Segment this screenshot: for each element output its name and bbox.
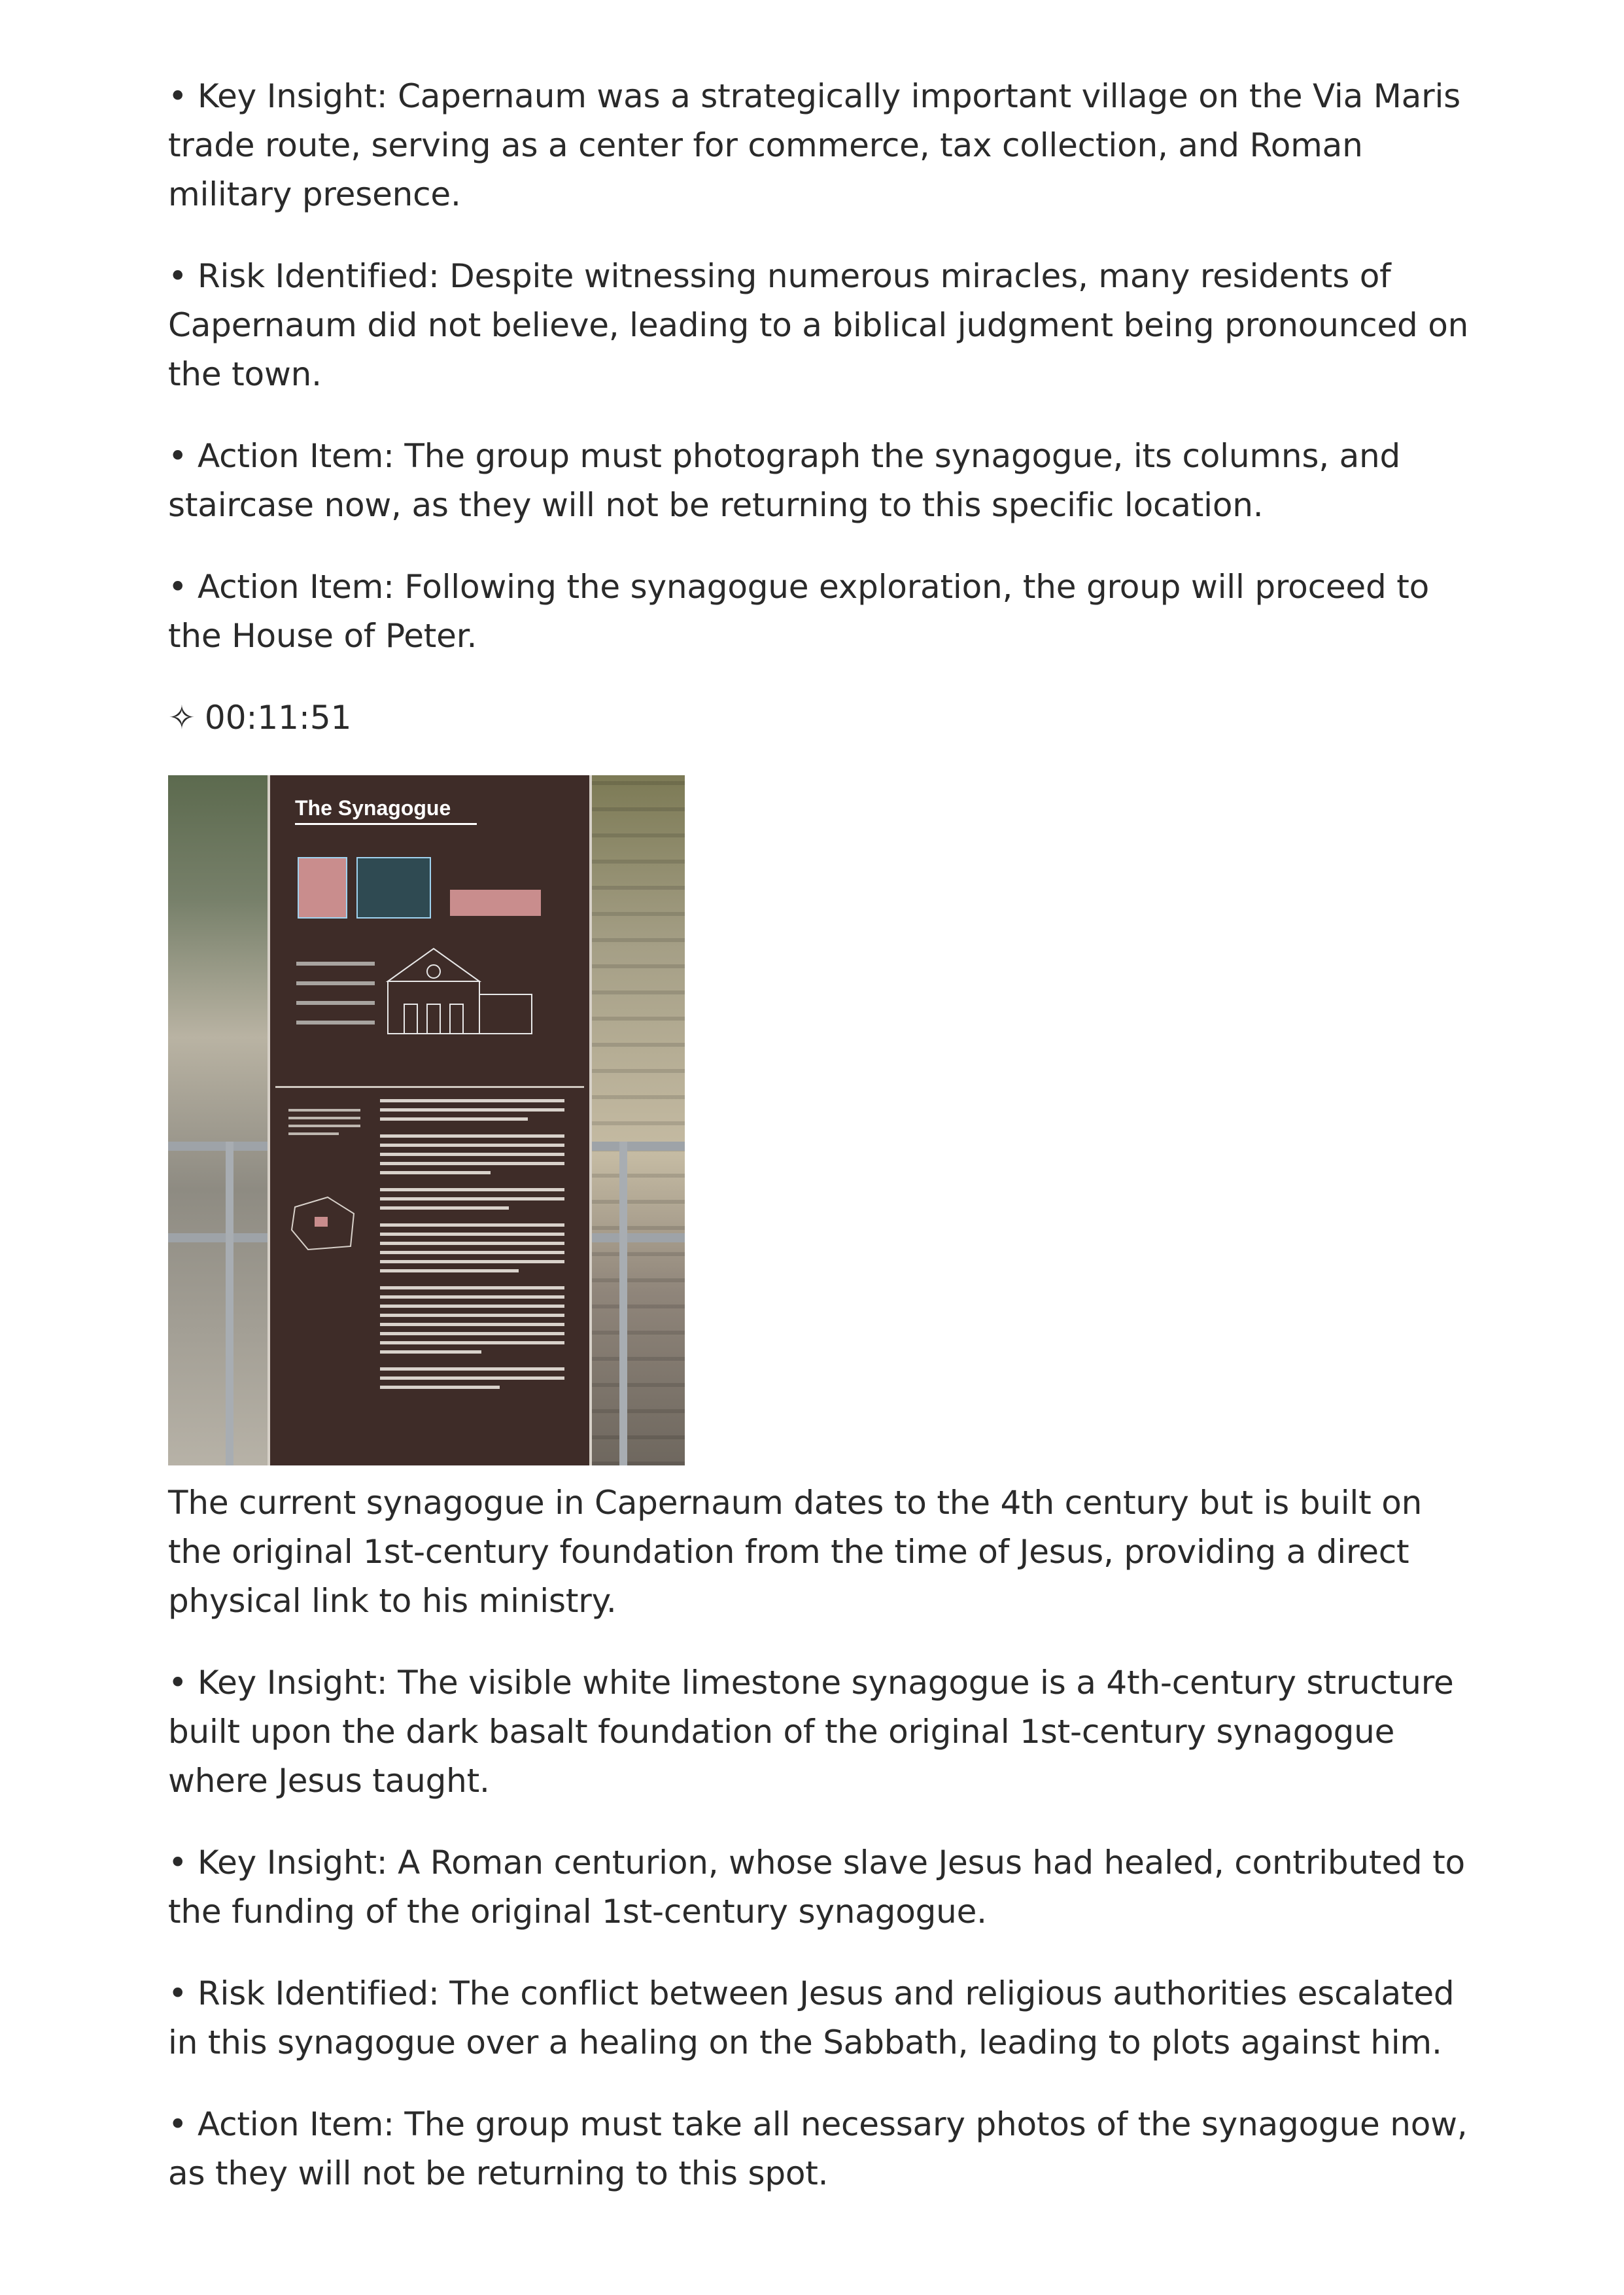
bullet-key-insight: • Key Insight: A Roman centurion, whose slave Jesus had healed, contributed to the funding of the original 1st-century synagogue. xyxy=(168,1844,1465,1931)
sign-legend-line xyxy=(296,981,375,985)
sign-divider xyxy=(275,1086,584,1088)
railing-post xyxy=(619,1142,627,1465)
sign-body-text xyxy=(380,1099,564,1395)
bullet-risk-identified: • Risk Identified: Despite witnessing numerous miracles, many residents of Capernaum did not believe, leading to a biblical judgment being pronounced on the town. xyxy=(168,257,1469,393)
bullet-action-item: • Action Item: The group must photograph the synagogue, its columns, and staircase now, as they will not be returning to this specific location. xyxy=(168,437,1401,524)
section-summary: The current synagogue in Capernaum dates to the 4th century but is built on the original 1st-century foundation from the time of Jesus, providing a direct physical link to his ministry. xyxy=(168,1484,1423,1620)
bullet-risk-identified: • Risk Identified: The conflict between Jesus and religious authorities escalated in this synagogue over a healing on the Sabbath, leading to plots against him. xyxy=(168,1974,1455,2061)
timestamp[interactable] xyxy=(168,693,1476,743)
sparkle-icon: ✧ xyxy=(168,699,196,737)
sign-plan-diagram xyxy=(450,890,541,916)
bullet-key-insight: • Key Insight: The visible white limestone synagogue is a 4th-century structure built upon the dark basalt foundation of the original 1st-century synagogue where Jesus taught. xyxy=(168,1664,1454,1800)
sign-title: The Synagogue xyxy=(295,796,477,825)
information-sign xyxy=(268,775,592,1465)
railing-post xyxy=(226,1142,233,1465)
sign-plan-diagram xyxy=(356,857,431,919)
bullet-key-insight: • Key Insight: Capernaum was a strategically important village on the Via Maris trade route, serving as a center for commerce, tax collection, and Roman military presence. xyxy=(168,77,1461,213)
bullet-action-item: • Action Item: The group must take all necessary photos of the synagogue now, as they will not be returning to this spot. xyxy=(168,2105,1468,2192)
notes-content xyxy=(168,72,1476,2231)
sign-legend-line xyxy=(296,962,375,966)
sign-legend-line xyxy=(296,1001,375,1005)
synagogue-sign-photo xyxy=(168,775,685,1465)
sign-legend-line xyxy=(296,1021,375,1025)
timestamp-time: 00:11:51 xyxy=(204,699,352,737)
sign-plan-diagram xyxy=(298,857,347,919)
synagogue-elevation-drawing xyxy=(375,942,538,1040)
sign-quote-block xyxy=(288,1109,360,1140)
sign-site-map xyxy=(288,1194,360,1253)
bullet-action-item: • Action Item: Following the synagogue exploration, the group will proceed to the House of Peter. xyxy=(168,568,1430,655)
